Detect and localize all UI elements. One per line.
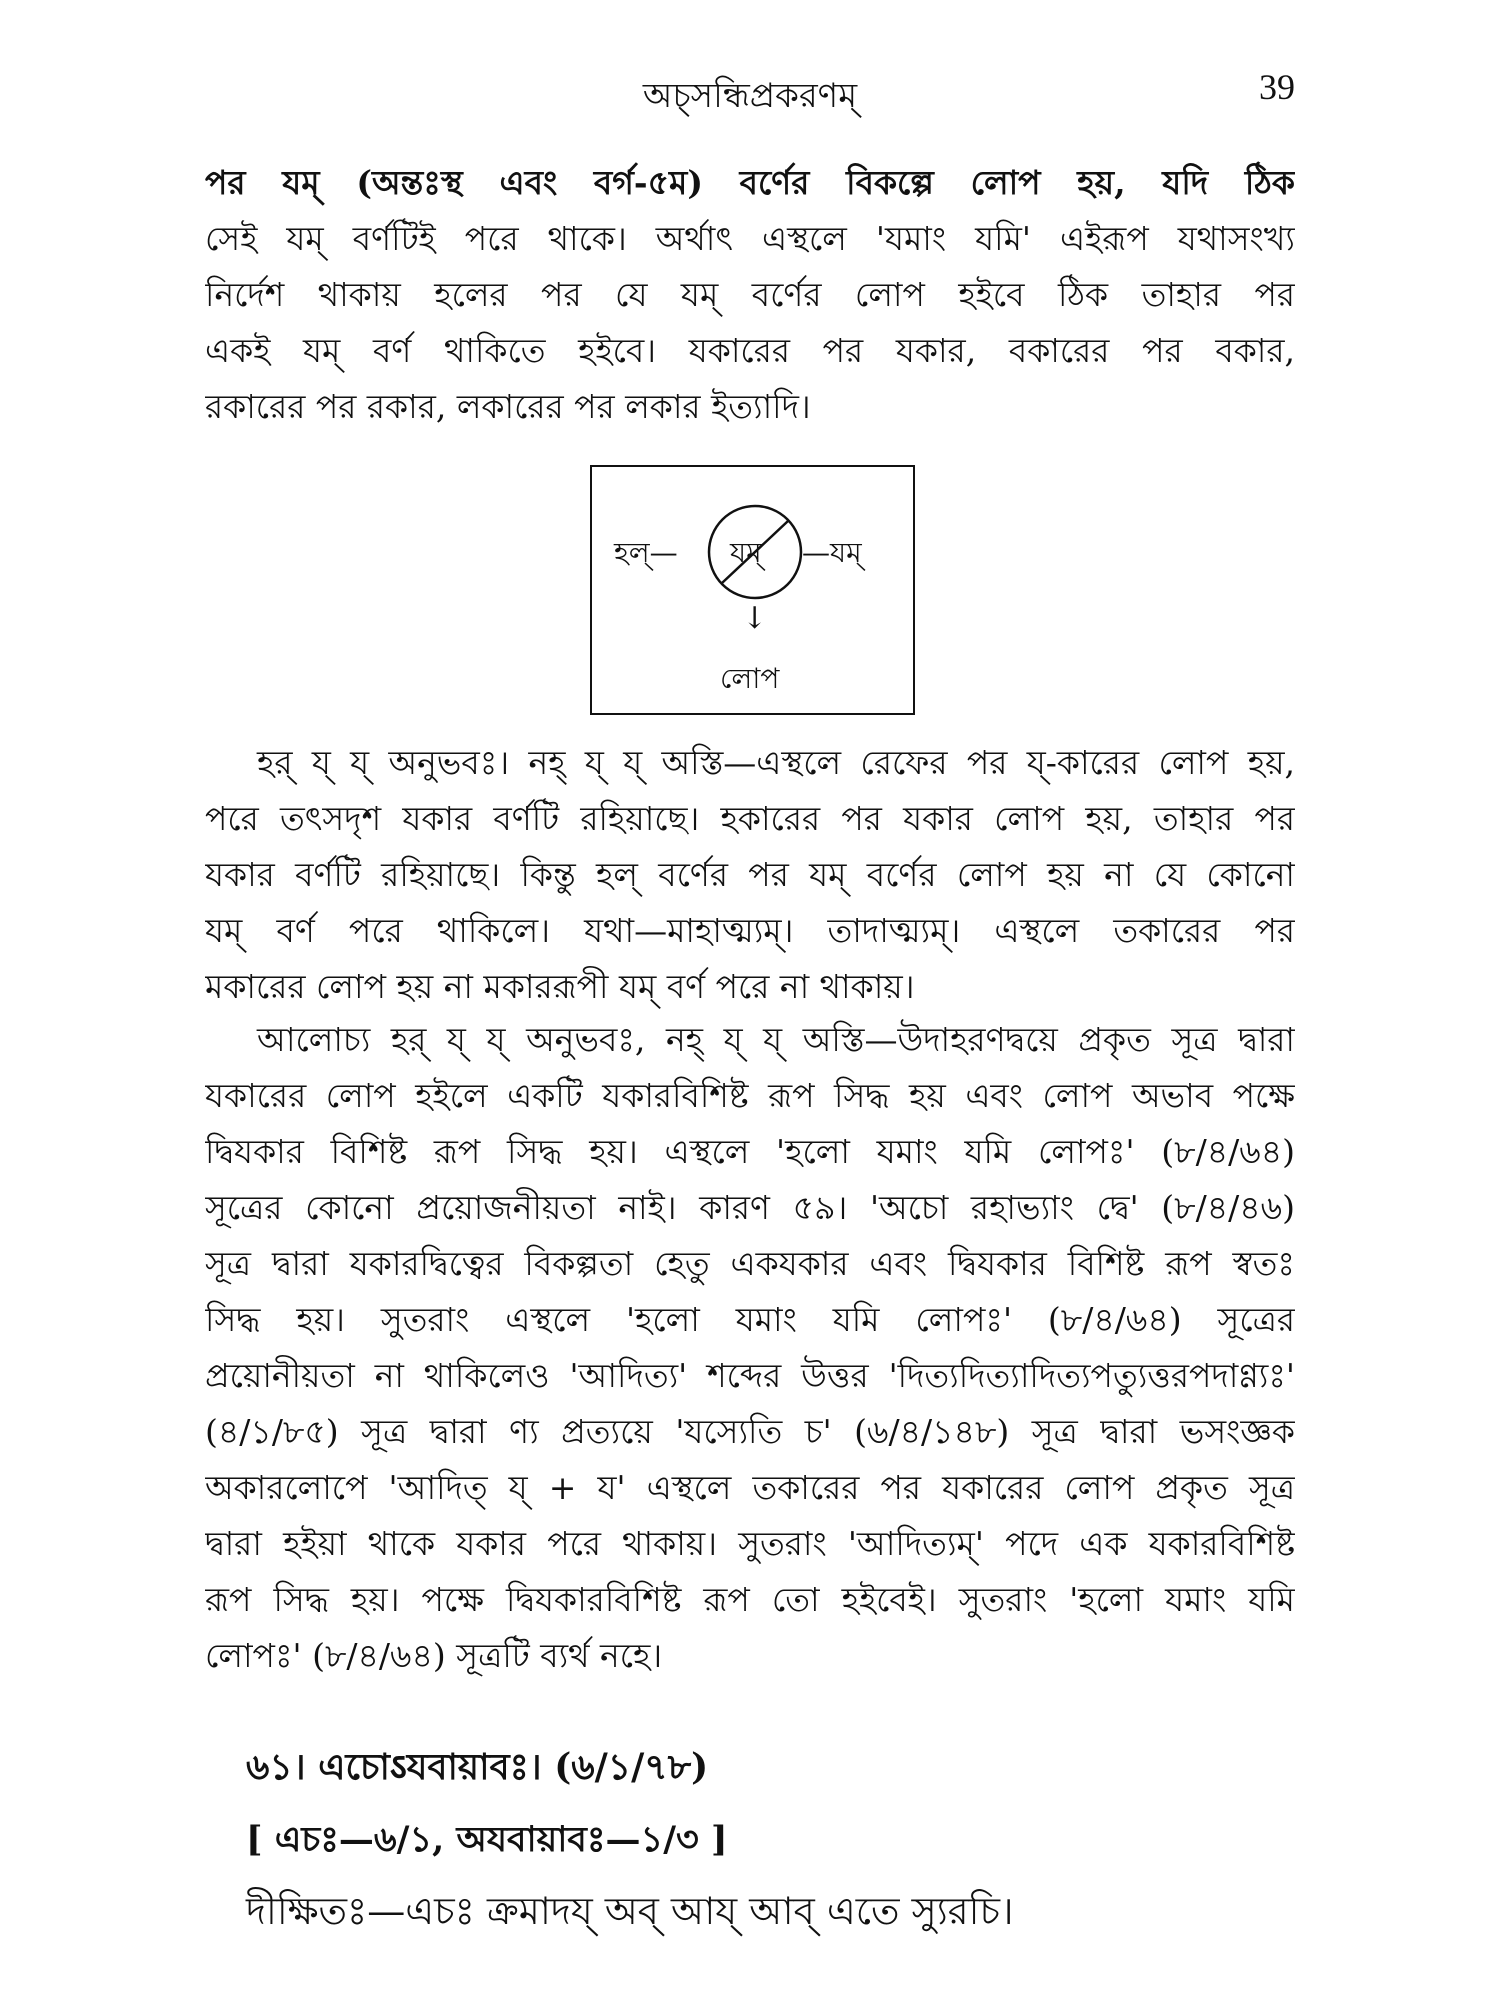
text-line: রূপ সিদ্ধ হয়। পক্ষে দ্বিযকারবিশিষ্ট রূপ তো হইবেই। সুতরাং 'হলো যমাং যমি [205, 1580, 1295, 1619]
diagram-left-label: হল্— [614, 536, 678, 569]
text-line: সূত্র দ্বারা যকারদ্বিত্বের বিকল্পতা হেতু একযকার এবং দ্বিযকার বিশিষ্ট রূপ স্বতঃ [205, 1244, 1295, 1283]
text-line: নির্দেশ থাকায় হলের পর যে যম্ বর্ণের লোপ হইবে ঠিক তাহার পর [205, 275, 1295, 314]
text-line: একই যম্ বর্ণ থাকিতে হইবে। যকারের পর যকার, বকারের পর বকার, [205, 331, 1295, 370]
paragraph-1 [205, 155, 1295, 435]
text-line: যকারের লোপ হইলে একটি যকারবিশিষ্ট রূপ সিদ্ধ হয় এবং লোপ অভাব পক্ষে [205, 1076, 1295, 1115]
paragraph-3 [205, 1012, 1295, 1684]
diagram-right-label: —যম্ [802, 536, 862, 569]
paragraph-2 [205, 735, 1295, 1015]
dikshita-commentary: দীক্ষিতঃ—এচঃ ক্রমাদয্ অব্ আয্ আব্ এতে স্যুরচি। [246, 1889, 1014, 1933]
text-line: পর যম্ (অন্তঃস্থ এবং বর্গ-৫ম) বর্ণের বিকল্পে লোপ হয়, যদি ঠিক [205, 163, 1295, 202]
text-line: (৪/১/৮৫) সূত্র দ্বারা ণ্য প্রত্যয়ে 'যস্যেতি চ' (৬/৪/১৪৮) সূত্র দ্বারা ভসংজ্ঞক [205, 1412, 1295, 1451]
text-line: যম্ বর্ণ পরে থাকিলে। যথা—মাহাত্ম্যম্। তাদাত্ম্যম্। এস্থলে তকারের পর [205, 911, 1295, 950]
sutra-heading: ৬১। এচোऽযবায়াবঃ। (৬/১/৭৮) [246, 1746, 709, 1788]
text-line: দ্বারা হইয়া থাকে যকার পরে থাকায়। সুতরাং 'আদিত্যম্' পদে এক যকারবিশিষ্ট [205, 1524, 1295, 1563]
text-line: সেই যম্ বর্ণটিই পরে থাকে। অর্থাৎ এস্থলে 'যমাং যমি' এইরূপ যথাসংখ্য [205, 219, 1295, 258]
text-line: লোপঃ' (৮/৪/৬৪) সূত্রটি ব্যর্থ নহে। [205, 1636, 663, 1675]
text-line: আলোচ্য হর্ য্ য্ অনুভবঃ, নহ্ য্ য্ অস্তি—উদাহরণদ্বয়ে প্রকৃত সূত্র দ্বারা [257, 1020, 1295, 1059]
text-line: সূত্রের কোনো প্রয়োজনীয়তা নাই। কারণ ৫৯। 'অচো রহাভ্যাং দ্বে' (৮/৪/৪৬) [205, 1188, 1295, 1227]
page-number: 39 [1259, 67, 1295, 107]
text-line: হর্ য্ য্ অনুভবঃ। নহ্ য্ য্ অস্তি—এস্থলে রেফের পর য্-কারের লোপ হয়, [257, 743, 1295, 782]
running-header-title: অচ্সন্ধিপ্রকরণম্ [642, 76, 858, 116]
text-line: সিদ্ধ হয়। সুতরাং এস্থলে 'হলো যমাং যমি লোপঃ' (৮/৪/৬৪) সূত্রের [205, 1300, 1295, 1339]
text-line: পরে তৎসদৃশ যকার বর্ণটি রহিয়াছে। হকারের পর যকার লোপ হয়, তাহার পর [205, 799, 1295, 838]
text-line: প্রয়োনীয়তা না থাকিলেও 'আদিত্য' শব্দের উত্তর 'দিত্যদিত্যাদিত্যপত্যুত্তরপদাণ্ণ্যঃ' [205, 1356, 1295, 1395]
text-line: মকারের লোপ হয় না মকাররূপী যম্ বর্ণ পরে না থাকায়। [205, 967, 915, 1006]
text-line: রকারের পর রকার, লকারের পর লকার ইত্যাদি। [205, 387, 811, 426]
diagram-bottom-label: লোপ [720, 662, 780, 695]
text-line: দ্বিযকার বিশিষ্ট রূপ সিদ্ধ হয়। এস্থলে 'হলো যমাং যমি লোপঃ' (৮/৪/৬৪) [205, 1132, 1295, 1171]
text-line: যকার বর্ণটি রহিয়াছে। কিন্তু হল্ বর্ণের পর যম্ বর্ণের লোপ হয় না যে কোনো [205, 855, 1295, 894]
down-arrow-icon: ↓ [742, 601, 768, 636]
sutra-analysis: [ এচঃ—৬/১, অযবায়াবঃ—১/৩ ] [246, 1819, 728, 1860]
diagram-circle-label: যম্ [730, 536, 762, 569]
lopa-diagram [590, 465, 915, 715]
text-line: অকারলোপে 'আদিত্ য্ + য' এস্থলে তকারের পর যকারের লোপ প্রকৃত সূত্র [205, 1468, 1295, 1507]
